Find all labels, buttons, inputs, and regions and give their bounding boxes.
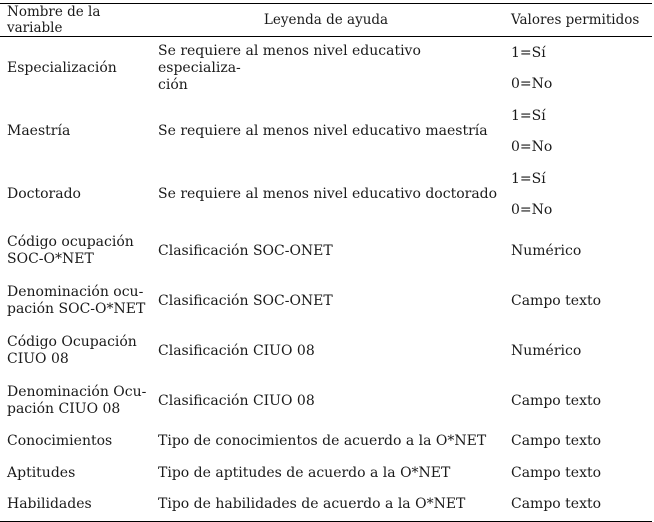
allowed-values-cell bbox=[502, 37, 652, 101]
variable-name-line: Denominación Ocu- bbox=[7, 384, 147, 400]
variable-name-line: SOC-O*NET bbox=[7, 251, 94, 267]
variable-name-line: Denominación ocu- bbox=[7, 284, 144, 300]
help-legend-line: Se requiere al menos nivel educativo doctorado bbox=[158, 186, 498, 202]
help-legend-cell bbox=[150, 100, 502, 163]
table-row bbox=[0, 458, 652, 490]
variable-name-line: Código Ocupación bbox=[7, 334, 137, 350]
allowed-value: 0=No bbox=[511, 138, 553, 155]
table-header bbox=[0, 4, 652, 37]
allowed-values-cell bbox=[502, 163, 652, 226]
allowed-value: 1=Sí bbox=[511, 44, 546, 61]
allowed-values-cell bbox=[502, 326, 652, 376]
allowed-value: Campo texto bbox=[511, 392, 602, 409]
help-legend-line: Se requiere al menos nivel educativo especializa- bbox=[158, 43, 421, 76]
allowed-value: Campo texto bbox=[511, 292, 602, 309]
variable-name-line: Maestría bbox=[7, 123, 71, 139]
allowed-value: Campo texto bbox=[511, 496, 602, 513]
variable-name-cell bbox=[0, 376, 150, 426]
variable-name-cell bbox=[0, 489, 150, 521]
variable-name-cell bbox=[0, 226, 150, 276]
allowed-value: Campo texto bbox=[511, 433, 602, 450]
variable-name-cell bbox=[0, 276, 150, 326]
allowed-value: 0=No bbox=[511, 75, 553, 92]
help-legend-line: Tipo de aptitudes de acuerdo a la O*NET bbox=[158, 464, 451, 481]
table-row bbox=[0, 326, 652, 376]
help-legend-line: Clasificación CIUO 08 bbox=[158, 392, 315, 409]
allowed-values-cell bbox=[502, 276, 652, 326]
help-legend-cell bbox=[150, 163, 502, 226]
allowed-values-cell bbox=[502, 458, 652, 490]
header-variable-name: Nombre de la variable bbox=[7, 4, 101, 36]
variable-name-line: Habilidades bbox=[7, 496, 92, 513]
help-legend-line: Tipo de habilidades de acuerdo a la O*NET bbox=[158, 496, 466, 513]
variable-name-cell bbox=[0, 458, 150, 490]
variable-name-line: Especialización bbox=[7, 60, 117, 76]
allowed-values-cell bbox=[502, 226, 652, 276]
help-legend-cell bbox=[150, 37, 502, 101]
header-help-legend: Leyenda de ayuda bbox=[263, 12, 389, 28]
help-legend-cell bbox=[150, 376, 502, 426]
help-legend-line: Tipo de conocimientos de acuerdo a la O*NET bbox=[158, 433, 487, 450]
allowed-values-cell bbox=[502, 100, 652, 163]
table-row bbox=[0, 37, 652, 101]
variable-name-line: Conocimientos bbox=[7, 433, 113, 450]
table-row bbox=[0, 376, 652, 426]
help-legend-line: Se requiere al menos nivel educativo maestría bbox=[158, 123, 488, 139]
table-row bbox=[0, 426, 652, 458]
variable-name-line: pación CIUO 08 bbox=[7, 401, 121, 417]
help-legend-line: Clasificación CIUO 08 bbox=[158, 342, 315, 359]
header-row bbox=[0, 4, 652, 37]
help-legend-line: Clasificación SOC-ONET bbox=[158, 242, 333, 259]
help-legend-cell bbox=[150, 489, 502, 521]
help-legend-cell bbox=[150, 326, 502, 376]
allowed-value: 1=Sí bbox=[511, 107, 546, 124]
variable-name-line: CIUO 08 bbox=[7, 351, 69, 367]
header-allowed-values: Valores permitidos bbox=[511, 12, 640, 28]
help-legend-cell bbox=[150, 226, 502, 276]
allowed-value: 0=No bbox=[511, 201, 553, 218]
variable-name-cell bbox=[0, 100, 150, 163]
variable-name-cell bbox=[0, 37, 150, 101]
allowed-value: Numérico bbox=[511, 242, 582, 259]
help-legend-cell bbox=[150, 458, 502, 490]
variable-name-line: Aptitudes bbox=[7, 464, 76, 481]
allowed-values-cell bbox=[502, 426, 652, 458]
variable-name-line: Doctorado bbox=[7, 186, 81, 202]
table-row bbox=[0, 489, 652, 521]
table-row bbox=[0, 163, 652, 226]
help-legend-line: Clasificación SOC-ONET bbox=[158, 292, 333, 309]
help-legend-cell bbox=[150, 276, 502, 326]
table-row bbox=[0, 100, 652, 163]
allowed-value: Campo texto bbox=[511, 464, 602, 481]
allowed-value: 1=Sí bbox=[511, 170, 546, 187]
variable-name-cell bbox=[0, 426, 150, 458]
allowed-values-cell bbox=[502, 376, 652, 426]
allowed-value: Numérico bbox=[511, 342, 582, 359]
variables-table-container bbox=[0, 3, 654, 522]
variable-name-line: pación SOC-O*NET bbox=[7, 301, 146, 317]
table-row bbox=[0, 226, 652, 276]
variable-name-line: Código ocupación bbox=[7, 234, 134, 250]
allowed-values-cell bbox=[502, 489, 652, 521]
variables-table bbox=[0, 3, 652, 522]
table-body bbox=[0, 37, 652, 522]
variable-name-cell bbox=[0, 326, 150, 376]
variable-name-cell bbox=[0, 163, 150, 226]
help-legend-cell bbox=[150, 426, 502, 458]
help-legend-line: ción bbox=[158, 77, 188, 93]
table-row bbox=[0, 276, 652, 326]
